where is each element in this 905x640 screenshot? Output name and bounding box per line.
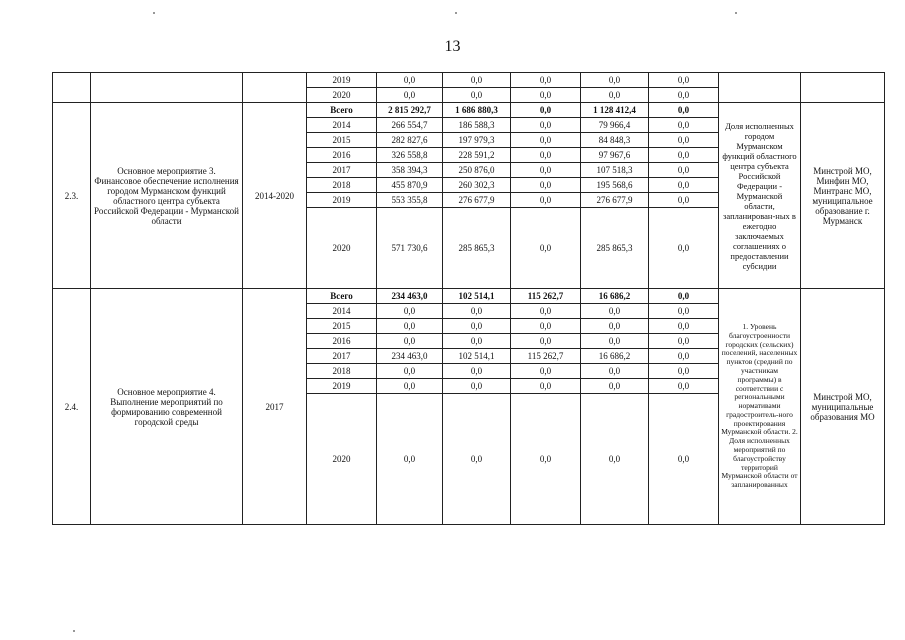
cell-empty xyxy=(91,73,243,103)
value-cell: 197 979,3 xyxy=(443,133,511,148)
value-cell: 0,0 xyxy=(377,334,443,349)
value-cell: 0,0 xyxy=(649,394,719,525)
value-cell: 260 302,3 xyxy=(443,178,511,193)
program-table xyxy=(52,72,885,525)
value-cell: 0,0 xyxy=(511,133,581,148)
cell-empty xyxy=(801,73,885,103)
value-cell: 0,0 xyxy=(511,304,581,319)
executors-cell: Минстрой МО, муниципальные образования МО xyxy=(801,289,885,525)
value-cell: 16 686,2 xyxy=(581,289,649,304)
value-cell: 0,0 xyxy=(581,319,649,334)
value-cell: 0,0 xyxy=(649,148,719,163)
activity-name: Основное мероприятие 4. Выполнение мероприятий по формированию современной городской среды xyxy=(91,289,243,525)
year-cell: 2020 xyxy=(307,88,377,103)
value-cell: 0,0 xyxy=(511,364,581,379)
value-cell: 0,0 xyxy=(377,364,443,379)
year-cell: 2019 xyxy=(307,73,377,88)
year-cell: 2016 xyxy=(307,148,377,163)
year-cell: 2018 xyxy=(307,178,377,193)
value-cell: 0,0 xyxy=(511,208,581,289)
value-cell: 107 518,3 xyxy=(581,163,649,178)
executors-cell: Минстрой МО, Минфин МО, Минтранс МО, муниципальное образование г. Мурманск xyxy=(801,103,885,289)
cell-empty xyxy=(243,73,307,103)
year-cell: 2017 xyxy=(307,349,377,364)
value-cell: 0,0 xyxy=(649,304,719,319)
value-cell: 0,0 xyxy=(443,319,511,334)
year-cell: 2015 xyxy=(307,133,377,148)
value-cell: 0,0 xyxy=(649,178,719,193)
value-cell: 0,0 xyxy=(511,319,581,334)
table-row xyxy=(53,103,885,118)
year-cell: Всего xyxy=(307,103,377,118)
value-cell: 285 865,3 xyxy=(443,208,511,289)
value-cell: 0,0 xyxy=(649,103,719,118)
value-cell: 250 876,0 xyxy=(443,163,511,178)
year-cell: 2016 xyxy=(307,334,377,349)
value-cell: 0,0 xyxy=(511,193,581,208)
value-cell: 102 514,1 xyxy=(443,349,511,364)
value-cell: 0,0 xyxy=(581,88,649,103)
activity-name: Основное мероприятие 3. Финансовое обеспечение исполнения городом Мурманском функций областного центра субъекта Российской Федерации - Мурманской области xyxy=(91,103,243,289)
value-cell: 0,0 xyxy=(443,394,511,525)
section-number: 2.4. xyxy=(53,289,91,525)
value-cell: 0,0 xyxy=(511,118,581,133)
year-cell: 2019 xyxy=(307,379,377,394)
value-cell: 0,0 xyxy=(443,304,511,319)
value-cell: 0,0 xyxy=(649,319,719,334)
value-cell: 0,0 xyxy=(649,379,719,394)
value-cell: 0,0 xyxy=(511,88,581,103)
page-number: 13 xyxy=(444,38,461,55)
value-cell: 0,0 xyxy=(377,304,443,319)
indicator-cell: Доля исполненных городом Мурманском функций областного центра субъекта Российской Федерации - Мурманской области, запланирован-ных в ежегодно заключаемых соглашениях о предоставлении субсидии xyxy=(719,103,801,289)
period-cell: 2017 xyxy=(243,289,307,525)
value-cell: 0,0 xyxy=(649,334,719,349)
year-cell: Всего xyxy=(307,289,377,304)
value-cell: 571 730,6 xyxy=(377,208,443,289)
section-number: 2.3. xyxy=(53,103,91,289)
cell-empty xyxy=(53,73,91,103)
value-cell: 455 870,9 xyxy=(377,178,443,193)
value-cell: 0,0 xyxy=(511,163,581,178)
value-cell: 115 262,7 xyxy=(511,289,581,304)
cell-empty xyxy=(719,73,801,103)
table-row xyxy=(53,289,885,304)
value-cell: 0,0 xyxy=(377,319,443,334)
value-cell: 276 677,9 xyxy=(443,193,511,208)
value-cell: 0,0 xyxy=(511,379,581,394)
value-cell: 0,0 xyxy=(649,208,719,289)
value-cell: 102 514,1 xyxy=(443,289,511,304)
value-cell: 0,0 xyxy=(649,73,719,88)
value-cell: 0,0 xyxy=(377,73,443,88)
value-cell: 234 463,0 xyxy=(377,349,443,364)
value-cell: 0,0 xyxy=(443,73,511,88)
value-cell: 0,0 xyxy=(511,148,581,163)
year-cell: 2015 xyxy=(307,319,377,334)
value-cell: 0,0 xyxy=(581,394,649,525)
value-cell: 0,0 xyxy=(581,379,649,394)
value-cell: 195 568,6 xyxy=(581,178,649,193)
value-cell: 234 463,0 xyxy=(377,289,443,304)
value-cell: 285 865,3 xyxy=(581,208,649,289)
value-cell: 2 815 292,7 xyxy=(377,103,443,118)
value-cell: 0,0 xyxy=(443,334,511,349)
value-cell: 0,0 xyxy=(511,73,581,88)
value-cell: 0,0 xyxy=(443,364,511,379)
year-cell: 2017 xyxy=(307,163,377,178)
value-cell: 0,0 xyxy=(649,349,719,364)
value-cell: 0,0 xyxy=(649,289,719,304)
year-cell: 2019 xyxy=(307,193,377,208)
value-cell: 0,0 xyxy=(443,379,511,394)
value-cell: 0,0 xyxy=(581,304,649,319)
value-cell: 0,0 xyxy=(649,118,719,133)
value-cell: 358 394,3 xyxy=(377,163,443,178)
value-cell: 0,0 xyxy=(377,379,443,394)
value-cell: 16 686,2 xyxy=(581,349,649,364)
period-cell: 2014-2020 xyxy=(243,103,307,289)
value-cell: 0,0 xyxy=(511,178,581,193)
value-cell: 0,0 xyxy=(649,193,719,208)
table-row xyxy=(53,73,885,88)
value-cell: 0,0 xyxy=(377,88,443,103)
year-cell: 2020 xyxy=(307,208,377,289)
year-cell: 2014 xyxy=(307,304,377,319)
value-cell: 1 128 412,4 xyxy=(581,103,649,118)
year-cell: 2020 xyxy=(307,394,377,525)
year-cell: 2014 xyxy=(307,118,377,133)
value-cell: 0,0 xyxy=(649,133,719,148)
value-cell: 553 355,8 xyxy=(377,193,443,208)
value-cell: 266 554,7 xyxy=(377,118,443,133)
value-cell: 0,0 xyxy=(511,394,581,525)
value-cell: 0,0 xyxy=(377,394,443,525)
value-cell: 79 966,4 xyxy=(581,118,649,133)
value-cell: 97 967,6 xyxy=(581,148,649,163)
value-cell: 228 591,2 xyxy=(443,148,511,163)
indicator-cell: 1. Уровень благоустроенности городских (сельских) поселений, населенных пунктов (средний по участникам программы) в соответствии с региональными нормативами градостроитель-ного проектирования Мурманской области. 2. Доля исполненных мероприятий по благоустройству территорий Мурманской области от запланированных xyxy=(719,289,801,525)
value-cell: 0,0 xyxy=(581,364,649,379)
value-cell: 186 588,3 xyxy=(443,118,511,133)
value-cell: 326 558,8 xyxy=(377,148,443,163)
value-cell: 276 677,9 xyxy=(581,193,649,208)
value-cell: 0,0 xyxy=(649,163,719,178)
value-cell: 0,0 xyxy=(649,88,719,103)
value-cell: 115 262,7 xyxy=(511,349,581,364)
value-cell: 1 686 880,3 xyxy=(443,103,511,118)
value-cell: 0,0 xyxy=(511,103,581,118)
value-cell: 0,0 xyxy=(581,73,649,88)
value-cell: 0,0 xyxy=(511,334,581,349)
value-cell: 0,0 xyxy=(581,334,649,349)
value-cell: 0,0 xyxy=(649,364,719,379)
value-cell: 282 827,6 xyxy=(377,133,443,148)
value-cell: 0,0 xyxy=(443,88,511,103)
year-cell: 2018 xyxy=(307,364,377,379)
value-cell: 84 848,3 xyxy=(581,133,649,148)
